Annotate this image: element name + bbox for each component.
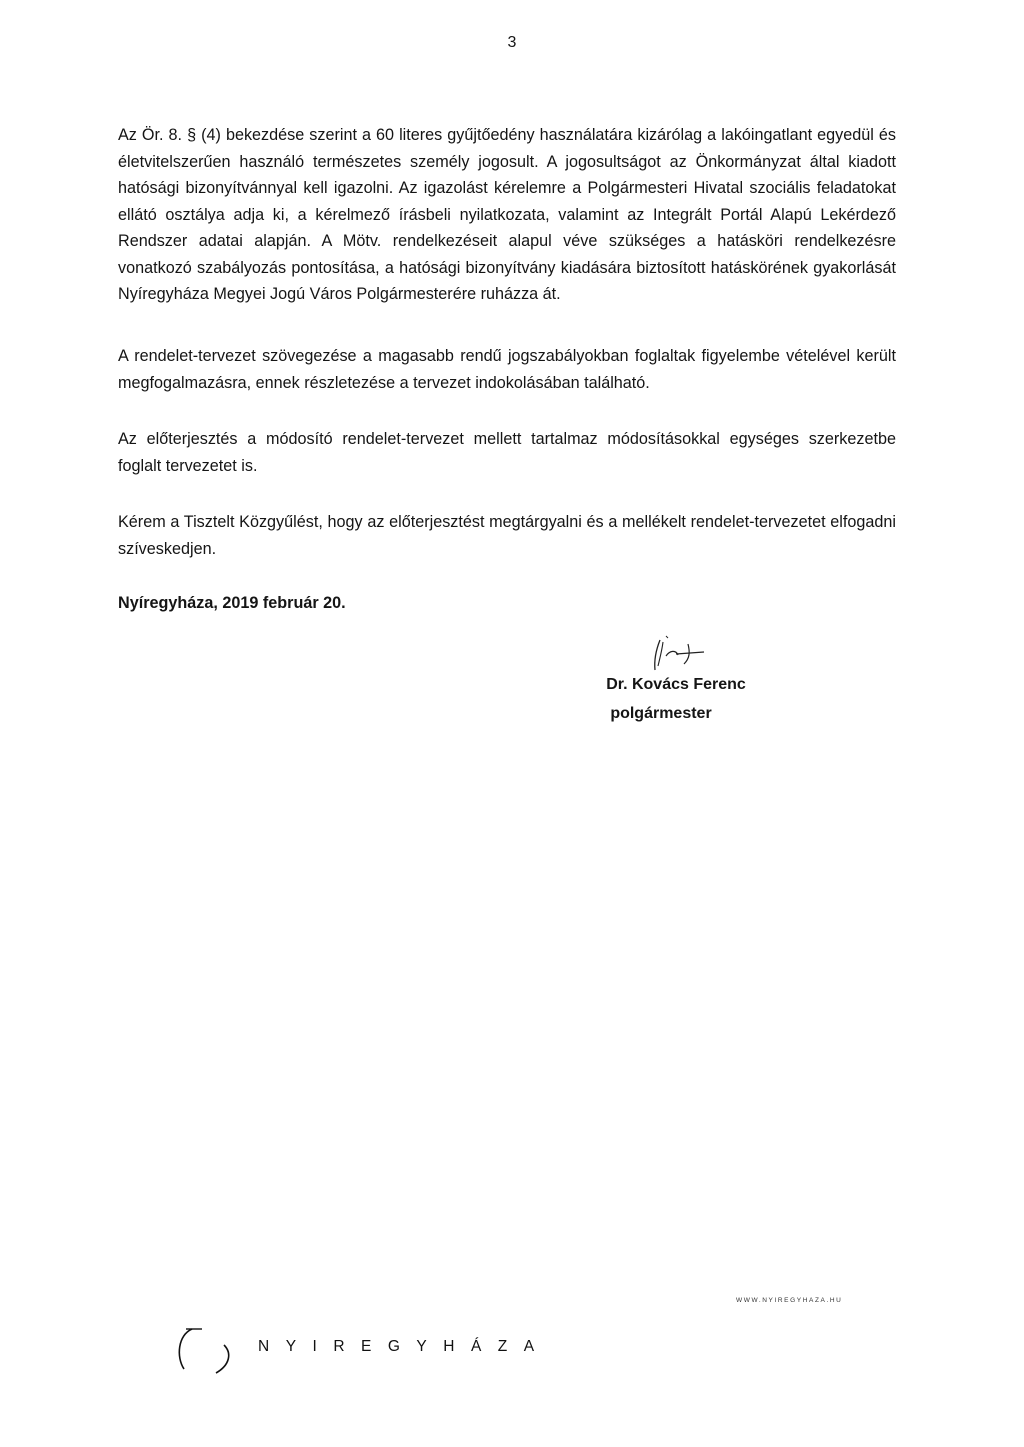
page-number: 3 (507, 34, 517, 51)
handwritten-signature (646, 628, 726, 679)
footer-website: WWW.NYIREGYHAZA.HU (736, 1297, 843, 1304)
place-date: Nyíregyháza, 2019 február 20. (118, 594, 346, 612)
paragraph-consolidated: Az előterjesztés a módosító rendelet-tervezet mellett tartalmaz módosításokkal egységes szerkezetbe foglalt tervezetet is. (118, 430, 896, 475)
footer-city-name: NYIREGYHÁZA (258, 1338, 551, 1355)
paragraph-eligibility: Az Ör. 8. § (4) bekezdése szerint a 60 literes gyűjtőedény használatára kizárólag a lakóingatlant egyedül és életvitelszerűen használó természetes személy jogosult. A jogosultságot az Önkormányzat által kiadott hatósági bizonyítvánnyal kell igazolni. Az igazolást kérelemre a Polgármesteri Hivatal szociális feladatokat ellátó osztálya adja ki, a kérelmező írásbeli nyilatkozata, valamint az Integrált Portál Alapú Lekérdező Rendszer adatai alapján. A Mötv. rendelkezéseit alapul véve szükséges a hatásköri rendelkezésre vonatkozó szabályozás pontosítása, a hatósági bizonyítvány kiadására biztosított hatáskörének gyakorlását Nyíregyháza Megyei Jogú Város Polgármesterére ruházza át. (118, 126, 896, 303)
signer-name: Dr. Kovács Ferenc (606, 676, 746, 693)
paragraph-request: Kérem a Tisztelt Közgyűlést, hogy az előterjesztést megtárgyalni és a mellékelt rendelet-tervezetet elfogadni szíveskedjen. (118, 513, 896, 558)
paragraph-drafting: A rendelet-tervezet szövegezése a magasabb rendű jogszabályokban foglaltak figyelembe vételével került megfogalmazásra, ennek részletezése a tervezet indokolásában található. (118, 347, 896, 392)
signer-title: polgármester (610, 705, 712, 722)
city-logo-icon (172, 1325, 242, 1382)
